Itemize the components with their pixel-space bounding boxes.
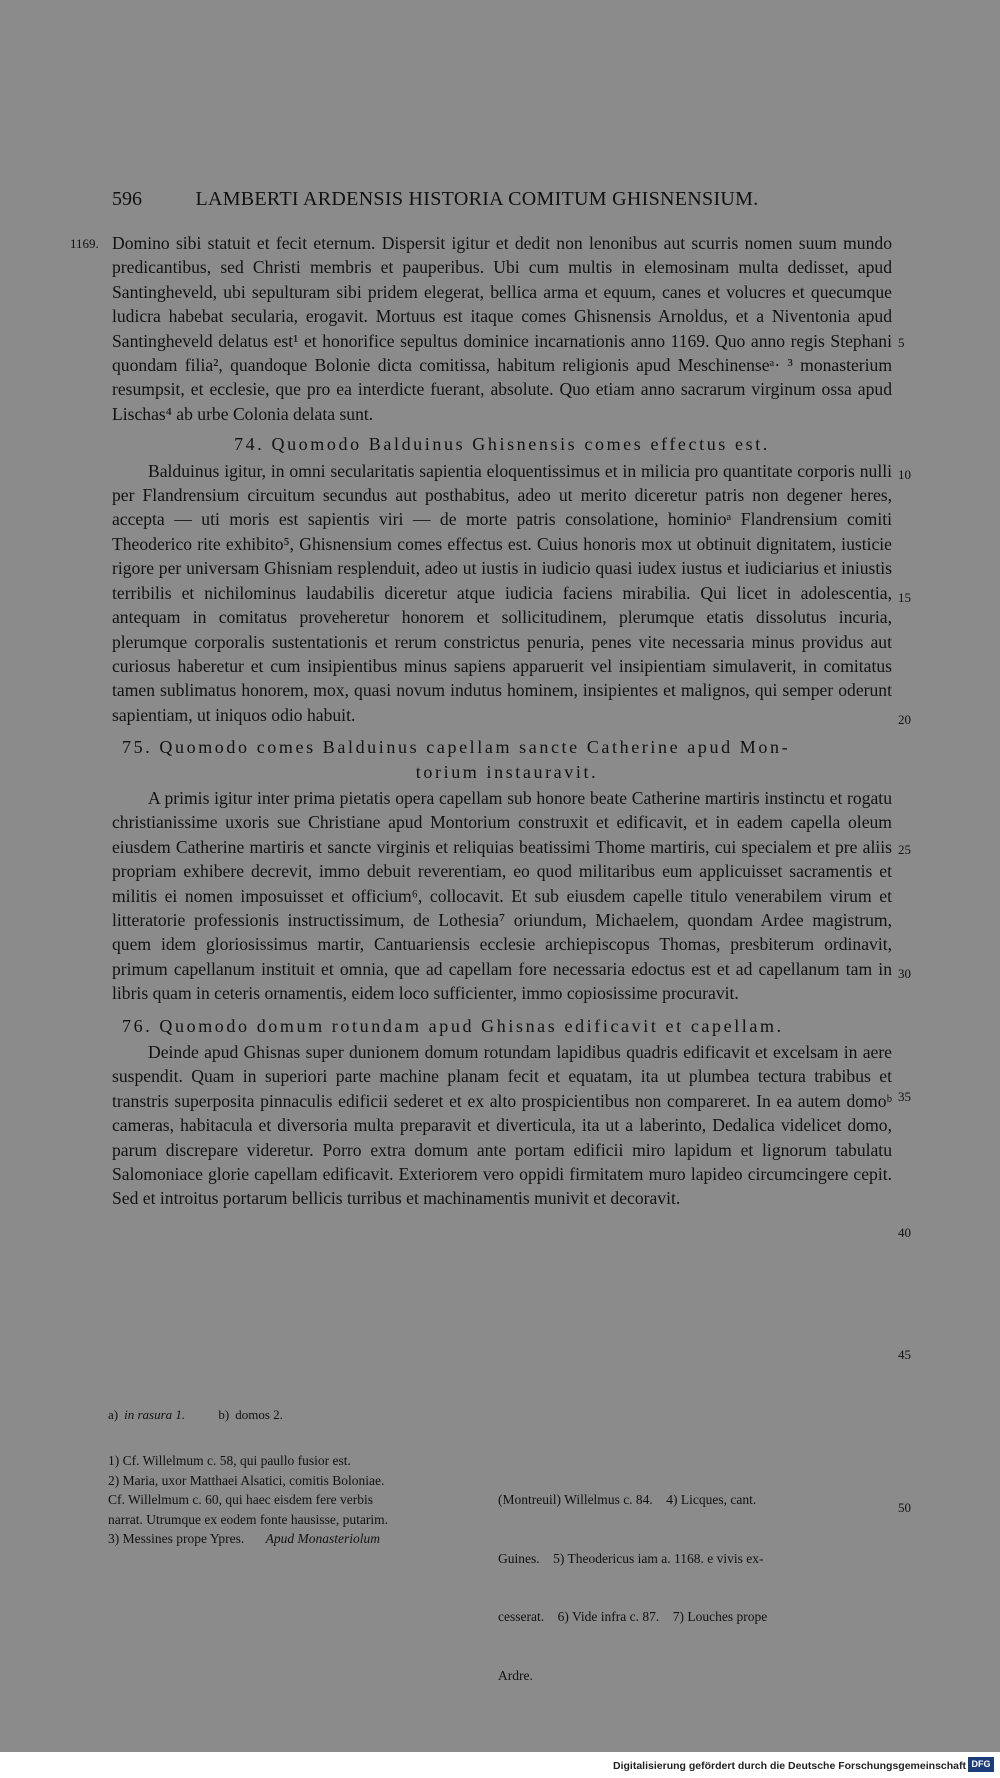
dfg-logo: DFG <box>968 1757 994 1772</box>
footnote-line: narrat. Utrumque ex eodem fonte hausisse, putarim. <box>108 1511 389 1527</box>
line-number-25: 25 <box>898 842 911 857</box>
chapter-75-heading-line1: 75. Quomodo comes Balduinus capellam sancte Catherine apud Mon- <box>122 737 791 758</box>
line-number-35: 35 <box>898 1089 911 1104</box>
running-title: LAMBERTI ARDENSIS HISTORIA COMITUM GHISNENSIUM. <box>195 188 759 210</box>
footnote-line: Guines. 5) Theodericus iam a. 1168. e vivis ex- <box>498 1550 764 1566</box>
line-number-20: 20 <box>898 712 911 727</box>
year-margin-note: 1169. <box>70 236 99 251</box>
intro-paragraph: Domino sibi statuit et fecit eternum. Dispersit igitur et dedit non lenonibus aut scurris nomen suum mundo predicantibus, sed Christi membris et pauperibus. Ubi cum multis in elemosinam multa dedisset, apud Santingheveld, ubi sepulturam sibi pridem elegerat, bellica arma et equum, canes et volucres et quecumque ludicra habebat secularia, erogavit. Mortuus est itaque comes Ghisnensis Arnoldus, et a Niventonia apud Santingheveld delatus est¹ et honorifice sepultus dominice incarnationis anno 1169. Quo anno regis Stephani quondam filia², quandoque Bolonie dicta comitissa, habitum religionis apud Meschinenseᵃ· ³ monasterium resumpsit, et ecclesie, que pro ea interdicte fuerant, absolute. Quo etiam anno sacrarum virginum ossa apud Lischas⁴ ab urbe Colonia delata sunt. <box>112 233 892 424</box>
line-number-30: 30 <box>898 966 911 981</box>
line-number-45: 45 <box>898 1347 911 1362</box>
line-number-50: 50 <box>898 1500 911 1515</box>
running-head <box>112 188 782 211</box>
footnote-line <box>108 1529 498 1549</box>
footnote-line: 1) Cf. Willelmum c. 58, qui paullo fusior est. <box>108 1453 351 1468</box>
chapter-74-text: Balduinus igitur, in omni secularitatis sapientia eloquentissimus et in milicia pro quantitate corporis nulli per Flandrensium circuitum secundus aut posthabitus, adeo ut merito diceretur patris non degener heres, accepta — uti moris est sapientis viri — de morte patris consolatione, hominioᵃ Flandrensium comiti Theoderico rite exhibito⁵, Ghisnensium comes effectus est. Cuius honoris mox ut obtinuit dignitatem, iusticie rigore per universam Ghisniam resplenduit, adeo ut iustis in iudicio quasi iudex iustus et iudiciarius et iniustis terribilis et nichilominus laudabilis diceretur atque iudicia faciens mirabilia. Qui licet in adolescentia, antequam in comitatus proveheretur honorem et sollicitudinem, plerumque etatis dissolutus incuria, plerumque corporalis sustentationis et rerum constrictus penuria, penes vite necessaria minus providus aut curiosus haberetur et cum insipientibus minus sapiens apparuerit vel insipientiam simulaverit, in comitatus tamen sublimatus honorem, mox, quasi novum indutus hominem, insipientes et malignos, qui semper oderunt sapientiam, ut iniquos odio habuit. <box>112 460 892 725</box>
line-number-10: 10 <box>898 467 911 482</box>
main-text <box>112 231 892 1211</box>
footnotes-column-2 <box>498 1451 918 1724</box>
footnote-line: (Montreuil) Willelmus c. 84. 4) Licques, cant. <box>498 1492 757 1507</box>
note-b-label: b) <box>218 1407 230 1422</box>
note-a-text: in rasura 1. <box>124 1407 186 1422</box>
note-b <box>218 1407 313 1422</box>
line-number-40: 40 <box>898 1225 911 1240</box>
footnote-line: Cf. Willelmum c. 60, qui haec eisdem fere verbis <box>108 1492 374 1507</box>
note-a <box>108 1407 188 1422</box>
chapter-75-heading-line2: torium instauravit. <box>415 761 599 782</box>
textual-notes <box>108 1407 343 1423</box>
footnote-line: Ardre. <box>498 1667 533 1683</box>
footnote-line: 2) Maria, uxor Matthaei Alsatici, comitis Boloniae. <box>108 1472 385 1488</box>
note-b-text: domos 2. <box>235 1407 283 1422</box>
footnote-3-continued: Apud Monasteriolum <box>265 1531 380 1546</box>
chapter-76-heading: 76. Quomodo domum rotundam apud Ghisnas edificavit et capellam. <box>122 1015 784 1036</box>
note-a-label: a) <box>108 1407 119 1422</box>
chapter-75-heading <box>112 735 892 784</box>
chapter-75-text: A primis igitur inter prima pietatis opera capellam sub honore beate Catherine martiris instinctu et rogatu christianissime uxoris sue Christiane apud Montorium construxit et edificavit, et in eadem capella oleum eiusdem Catherine martiris et sancte virginis et reliquias beatissimi Thome martiris, cui specialem et pre aliis propriam exhibere decrevit, immo debuit reverentiam, eo quod militaribus eum applicuisset sacramentis et militis ei nomen imposuisset et officium⁶, collocavit. Et sub eiusdem capelle titulo venerabilem virum et litteratorie professionis instructissimum, de Lothesia⁷ oriundum, Michaelem, quondam Ardee magistrum, quem idem gloriosissimus martir, Cantuariensis ecclesie archiepiscopus Thomas, presbiterum ordinavit, primum capellanum instituit et omnia, que ad capellam fore necessaria edoctus est et ad capellanum tam in libris quam in ceteris ornamentis, eidem loco sufficienter, immo copiosissime procuravit. <box>112 787 892 1004</box>
line-number-15: 15 <box>898 590 911 605</box>
footnotes-column-1 <box>108 1451 498 1724</box>
chapter-74-heading: 74. Quomodo Balduinus Ghisnensis comes effectus est. <box>234 434 770 455</box>
chapter-76-text: Deinde apud Ghisnas super dunionem domum rotundam lapidibus quadris edificavit et excelsam in aere suspendit. Quam in superiori parte machine planam fecit et equatam, ita ut plumbea tectura trabibus et transtris superposita pinnaculis edificii sederet et ex alto prospicientibus non compareret. In ea autem domoᵇ cameras, habitacula et diversoria multa preparavit et diverticula, ita ut a laberinto, Dedalica videlicet domo, parum discrepare videretur. Porro extra domum ante portam edificii miro lapidum et lignorum tabulatu Salomoniace glorie capellam edificavit. Exteriorem vero oppidi firmitatem muro lapideo circumcingere cepit. Sed et introitus portarum bellicis turribus et machinamentis munivit et decoravit. <box>112 1042 892 1209</box>
page-number: 596 <box>112 188 142 210</box>
footer-credit: Digitalisierung gefördert durch die Deutsche Forschungsgemeinschaft <box>613 1760 966 1772</box>
footnotes <box>108 1451 918 1724</box>
line-number-5: 5 <box>898 335 905 350</box>
footnote-3: 3) Messines prope Ypres. <box>108 1531 245 1546</box>
footnote-line: cesserat. 6) Vide infra c. 87. 7) Louches prope <box>498 1609 768 1624</box>
